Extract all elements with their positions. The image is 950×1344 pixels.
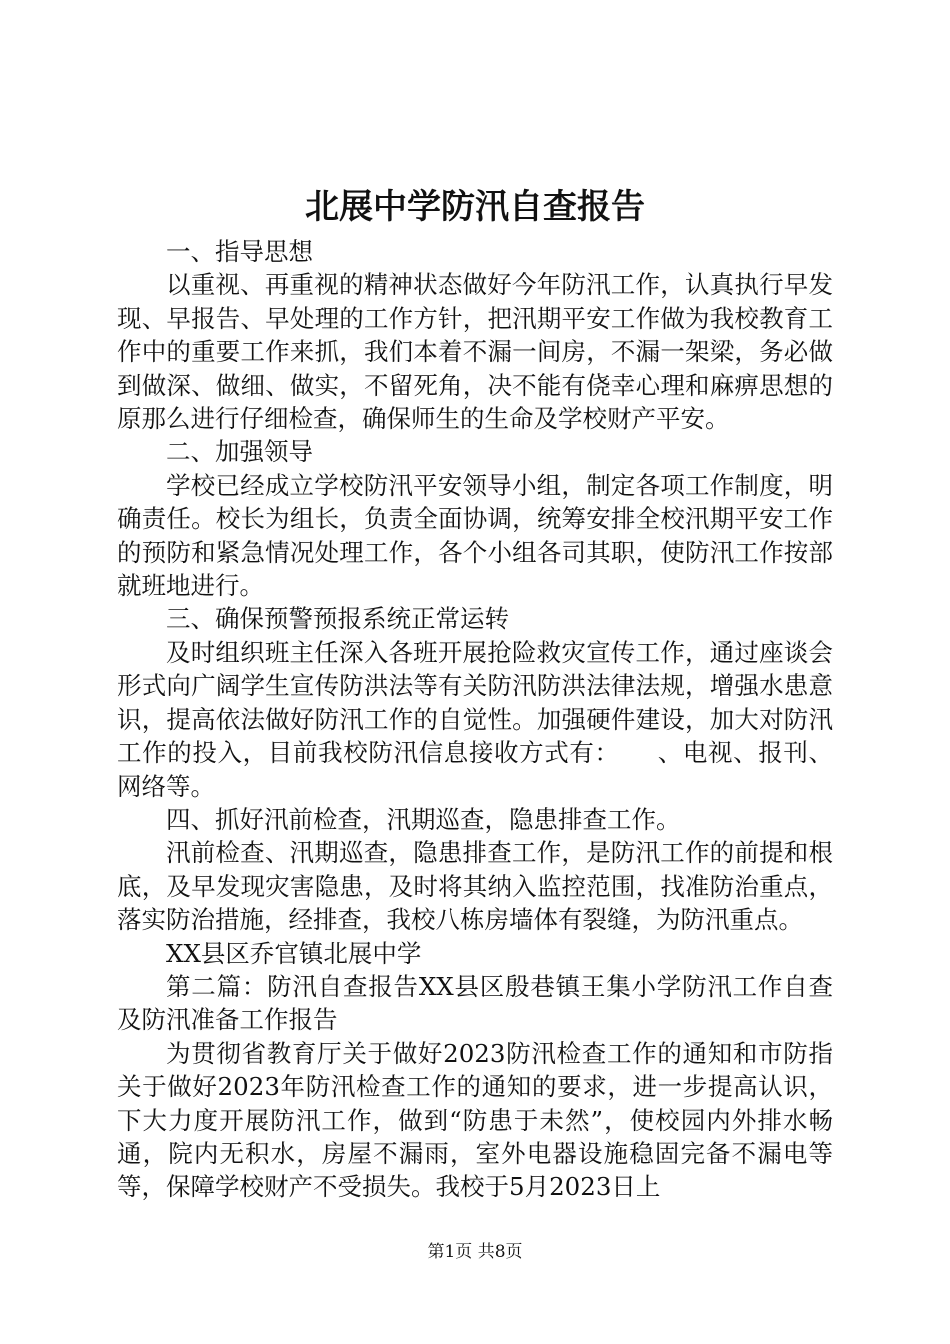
paragraph-guiding-thought: 以重视、再重视的精神状态做好今年防汛工作，认真执行早发现、早报告、早处理的工作方针，把汛期平安工作做为我校教育工作中的重要工作来抓，我们本着不漏一间房，不漏一架梁，务必做到做深、做细、做实，不留死角，决不能有侥幸心理和麻痹思想的原那么进行仔细检查，确保师生的生命及学校财产平安。 [117,270,833,434]
document-body [117,235,833,1204]
paragraph-strengthen-leadership: 学校已经成立学校防汛平安领导小组，制定各项工作制度，明确责任。校长为组长，负责全面协调，统筹安排全校汛期平安工作的预防和紧急情况处理工作，各个小组各司其职，使防汛工作按部就班地进行。 [117,470,833,601]
document-title: 北展中学防汛自查报告 [305,187,645,227]
paragraph-inspection: 汛前检查、汛期巡查，隐患排查工作，是防汛工作的前提和根底，及早发现灾害隐患，及时将其纳入监控范围，找准防治重点，落实防治措施，经排查，我校八栋房墙体有裂缝，为防汛重点。 [117,838,833,935]
heading-second-part: 第二篇：防汛自查报告XX县区殷巷镇王集小学防汛工作自查及防汛准备工作报告 [117,971,833,1035]
school-signature: XX县区乔官镇北展中学 [166,938,422,968]
heading-warning-system: 三、确保预警预报系统正常运转 [166,604,509,634]
paragraph-warning-system: 及时组织班主任深入各班开展抢险救灾宣传工作，通过座谈会形式向广阔学生宣传防洪法等有关防汛防洪法律法规，增强水患意识，提高依法做好防汛工作的自觉性。加强硬件建设，加大对防汛工作的投入，目前我校防汛信息接收方式有： 、电视、报刊、网络等。 [117,637,833,801]
paragraph-second-part: 为贯彻省教育厅关于做好2023防汛检查工作的通知和市防指关于做好2023年防汛检查工作的通知的要求，进一步提高认识，下大力度开展防汛工作，做到“防患于未然”，使校园内外排水畅通，院内无积水，房屋不漏雨，室外电器设施稳固完备不漏电等等，保障学校财产不受损失。我校于5月2023日上 [117,1038,833,1202]
page-footer: 第1页 共8页 [427,1242,523,1262]
heading-guiding-thought: 一、指导思想 [166,237,313,266]
heading-strengthen-leadership: 二、加强领导 [166,437,313,467]
heading-inspection: 四、抓好汛前检查，汛期巡查，隐患排查工作。 [166,804,681,834]
